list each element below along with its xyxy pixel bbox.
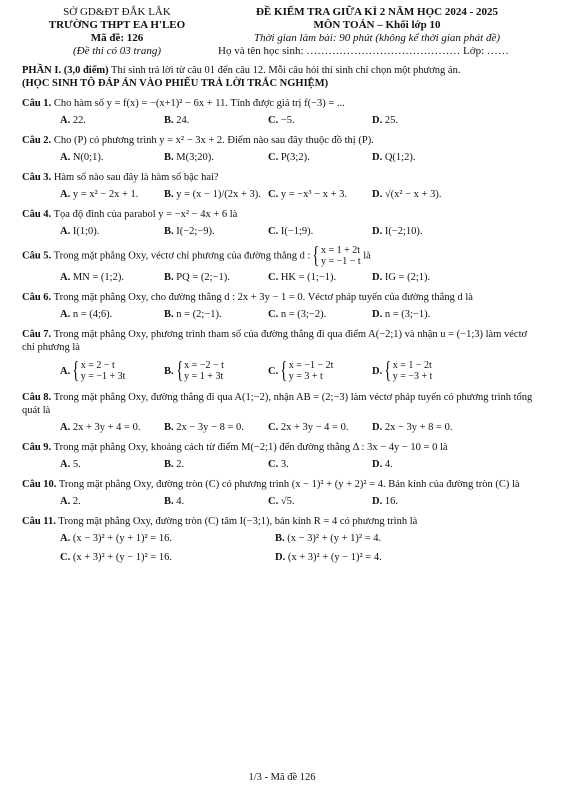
option-letter: D. bbox=[372, 115, 383, 126]
system-rows bbox=[184, 360, 224, 382]
question-text: Trong mặt phẳng Oxy, đường tròn (C) tâm I(−3;1), bán kính R = 4 có phương trình là bbox=[55, 516, 418, 527]
option-letter: A. bbox=[60, 496, 71, 507]
system-row: x = −1 − 2t bbox=[288, 360, 334, 371]
option-text: 25. bbox=[384, 115, 398, 126]
question-label: Câu 9. bbox=[22, 442, 52, 453]
option-text: y = −x³ − x + 3. bbox=[280, 189, 348, 200]
option-letter: A. bbox=[60, 459, 71, 470]
option-b[interactable] bbox=[164, 188, 268, 201]
system-row: x = 1 + 2t bbox=[320, 245, 360, 256]
question-label: Câu 7. bbox=[22, 329, 52, 340]
header-right bbox=[212, 6, 542, 58]
option-b[interactable] bbox=[164, 151, 268, 164]
option-text: 2x − 3y − 8 = 0. bbox=[176, 422, 244, 433]
option-letter: A. bbox=[60, 189, 71, 200]
option-letter: D. bbox=[372, 189, 383, 200]
question-8 bbox=[22, 391, 542, 434]
option-letter: C. bbox=[60, 552, 71, 563]
option-letter: A. bbox=[60, 365, 71, 377]
option-d[interactable] bbox=[372, 188, 492, 201]
option-c[interactable] bbox=[268, 225, 372, 238]
question-label: Câu 6. bbox=[22, 292, 52, 303]
question-stem bbox=[22, 208, 542, 221]
option-d[interactable] bbox=[372, 358, 492, 384]
option-text: (x − 3)² + (y + 1)² = 4. bbox=[287, 533, 382, 544]
line-system bbox=[310, 245, 360, 267]
option-letter: B. bbox=[164, 152, 174, 163]
option-text: n = (4;6). bbox=[72, 309, 113, 320]
question-1 bbox=[22, 97, 542, 127]
option-text: MN = (1;2). bbox=[72, 272, 124, 283]
option-letter: B. bbox=[164, 309, 174, 320]
option-c[interactable] bbox=[268, 308, 372, 321]
option-text: n = (3;−2). bbox=[280, 309, 327, 320]
question-label: Câu 8. bbox=[22, 392, 52, 403]
option-a[interactable] bbox=[60, 421, 164, 434]
question-text-end: là bbox=[360, 250, 371, 262]
option-d[interactable] bbox=[372, 225, 492, 238]
question-3 bbox=[22, 171, 542, 201]
option-letter: C. bbox=[268, 496, 279, 507]
option-system bbox=[174, 360, 224, 382]
option-letter: C. bbox=[268, 115, 279, 126]
option-a[interactable] bbox=[60, 225, 164, 238]
option-d[interactable] bbox=[275, 551, 490, 564]
options-row bbox=[22, 458, 542, 471]
option-c[interactable] bbox=[268, 114, 372, 127]
option-a[interactable] bbox=[60, 458, 164, 471]
system-row: y = 1 + 3t bbox=[184, 371, 224, 382]
option-c[interactable] bbox=[268, 188, 372, 201]
question-label: Câu 4. bbox=[22, 209, 52, 220]
option-b[interactable] bbox=[164, 271, 268, 284]
option-d[interactable] bbox=[372, 114, 492, 127]
option-letter: A. bbox=[60, 272, 71, 283]
question-5 bbox=[22, 245, 542, 284]
option-b[interactable] bbox=[164, 225, 268, 238]
question-text: Trong mặt phẳng Oxy, véctơ chỉ phương của đường thẳng d : bbox=[51, 250, 311, 262]
system-rows bbox=[321, 245, 361, 267]
options-row bbox=[22, 114, 542, 127]
option-letter: A. bbox=[60, 422, 71, 433]
option-letter: B. bbox=[164, 226, 174, 237]
question-9 bbox=[22, 441, 542, 471]
part-desc: Thí sinh trả lời từ câu 01 đến câu 12. Mỗi câu hỏi thí sinh chỉ chọn một phương án. bbox=[108, 65, 461, 76]
option-text: PQ = (2;−1). bbox=[176, 272, 230, 283]
option-letter: D. bbox=[372, 365, 383, 377]
option-c[interactable] bbox=[268, 495, 372, 508]
option-system bbox=[382, 360, 432, 382]
question-6 bbox=[22, 291, 542, 321]
question-text: Cho hàm số y = f(x) = −(x+1)² − 6x + 11. Tính được giá trị f(−3) = ... bbox=[51, 98, 345, 109]
question-text: Trong mặt phẳng Oxy, đường tròn (C) có phương trình (x − 1)² + (y + 2)² = 4. Bán kính của đường tròn (C) là bbox=[56, 479, 520, 490]
brace-symbol: { bbox=[175, 358, 183, 384]
option-letter: D. bbox=[372, 496, 383, 507]
option-text: (x − 3)² + (y + 1)² = 16. bbox=[72, 533, 172, 544]
option-letter: D. bbox=[372, 272, 383, 283]
option-letter: B. bbox=[164, 422, 174, 433]
options-row bbox=[22, 421, 542, 434]
option-a[interactable] bbox=[60, 358, 164, 384]
option-system bbox=[70, 360, 125, 382]
option-text: (x + 3)² + (y − 1)² = 16. bbox=[72, 552, 172, 563]
exam-code: Mã đề: 126 bbox=[90, 32, 144, 44]
option-text: 4. bbox=[176, 496, 185, 507]
option-b[interactable] bbox=[164, 308, 268, 321]
option-b[interactable] bbox=[164, 114, 268, 127]
option-text: 2. bbox=[72, 496, 81, 507]
option-d[interactable] bbox=[372, 308, 492, 321]
option-letter: C. bbox=[268, 272, 279, 283]
option-text: 2x + 3y − 4 = 0. bbox=[280, 422, 349, 433]
question-label: Câu 5. bbox=[22, 250, 52, 262]
option-c[interactable] bbox=[268, 458, 372, 471]
option-a[interactable] bbox=[60, 308, 164, 321]
option-text: y = x² − 2x + 1. bbox=[72, 189, 139, 200]
option-letter: C. bbox=[268, 459, 279, 470]
exam-subject: MÔN TOÁN – Khối lớp 10 bbox=[313, 19, 441, 31]
question-text: Hàm số nào sau đây là hàm số bậc hai? bbox=[51, 172, 219, 183]
question-stem bbox=[22, 171, 542, 184]
question-2 bbox=[22, 134, 542, 164]
question-text: Cho (P) có phương trình y = x² − 3x + 2. Điểm nào sau đây thuộc đồ thị (P). bbox=[51, 135, 374, 146]
option-letter: B. bbox=[164, 272, 174, 283]
option-letter: B. bbox=[275, 533, 285, 544]
question-label: Câu 1. bbox=[22, 98, 52, 109]
option-c[interactable] bbox=[268, 421, 372, 434]
option-text: 2x − 3y + 8 = 0. bbox=[384, 422, 453, 433]
question-10 bbox=[22, 478, 542, 508]
option-b[interactable] bbox=[164, 421, 268, 434]
question-label: Câu 11. bbox=[22, 516, 56, 527]
option-text: √(x² − x + 3). bbox=[384, 189, 442, 200]
option-text: 3. bbox=[280, 459, 289, 470]
question-11 bbox=[22, 515, 542, 564]
option-system bbox=[278, 360, 333, 382]
question-stem bbox=[22, 515, 542, 528]
question-text: Trong mặt phẳng Oxy, phương trình tham số của đường thẳng đi qua điểm A(−2;1) và nhận u = (−1;3) làm véctơ chỉ phương là bbox=[22, 329, 528, 353]
option-text: √5. bbox=[280, 496, 295, 507]
system-rows bbox=[393, 360, 433, 382]
option-b[interactable] bbox=[275, 532, 490, 545]
system-row: y = −1 − t bbox=[320, 256, 361, 267]
question-stem bbox=[22, 391, 542, 417]
option-b[interactable] bbox=[164, 495, 268, 508]
option-text: IG = (2;1). bbox=[384, 272, 431, 283]
option-letter: A. bbox=[60, 152, 71, 163]
option-letter: D. bbox=[372, 152, 383, 163]
question-label: Câu 10. bbox=[22, 479, 57, 490]
option-a[interactable] bbox=[60, 114, 164, 127]
question-stem bbox=[22, 328, 542, 354]
question-4 bbox=[22, 208, 542, 238]
option-letter: A. bbox=[60, 226, 71, 237]
option-a[interactable] bbox=[60, 188, 164, 201]
option-b[interactable] bbox=[164, 458, 268, 471]
option-b[interactable] bbox=[164, 358, 268, 384]
part-note: (HỌC SINH TÔ ĐÁP ÁN VÀO PHIẾU TRẢ LỜI TRẮC NGHIỆM) bbox=[22, 78, 329, 89]
question-stem bbox=[22, 245, 542, 267]
question-stem bbox=[22, 441, 542, 454]
option-text: I(1;0). bbox=[72, 226, 100, 237]
system-row: x = 1 − 2t bbox=[392, 360, 432, 371]
option-text: 16. bbox=[384, 496, 398, 507]
option-text: 2x + 3y + 4 = 0. bbox=[72, 422, 141, 433]
student-line: Họ và tên học sinh: …………………………………… Lớp: …… bbox=[218, 45, 509, 57]
header-left bbox=[22, 6, 212, 58]
option-d[interactable] bbox=[372, 151, 492, 164]
options-row bbox=[22, 308, 542, 321]
brace-symbol: { bbox=[384, 358, 392, 384]
option-letter: D. bbox=[372, 226, 383, 237]
option-d[interactable] bbox=[372, 495, 492, 508]
option-letter: B. bbox=[164, 496, 174, 507]
options-row bbox=[22, 358, 542, 384]
option-text: −5. bbox=[280, 115, 295, 126]
option-text: M(3;20). bbox=[176, 152, 214, 163]
system-row: y = −3 + t bbox=[392, 371, 433, 382]
brace-symbol: { bbox=[280, 358, 288, 384]
options-row bbox=[22, 271, 542, 284]
option-a[interactable] bbox=[60, 271, 164, 284]
option-a[interactable] bbox=[60, 151, 164, 164]
option-d[interactable] bbox=[372, 421, 492, 434]
option-letter: C. bbox=[268, 189, 279, 200]
option-c[interactable] bbox=[268, 358, 372, 384]
option-letter: B. bbox=[164, 459, 174, 470]
options-row bbox=[22, 532, 542, 564]
question-text: Tọa độ đỉnh của parabol y = −x² − 4x + 6 là bbox=[51, 209, 238, 220]
options-row bbox=[22, 188, 542, 201]
question-text: Trong mặt phẳng Oxy, đường thẳng đi qua A(1;−2), nhận AB = (2;−3) làm véctơ pháp tuyến có phương trình tổng quát là bbox=[22, 392, 533, 416]
option-letter: D. bbox=[372, 459, 383, 470]
option-letter: B. bbox=[164, 365, 174, 377]
option-letter: B. bbox=[164, 115, 174, 126]
option-text: 22. bbox=[72, 115, 86, 126]
option-text: y = (x − 1)/(2x + 3). bbox=[176, 189, 261, 200]
option-c[interactable] bbox=[60, 551, 275, 564]
question-list bbox=[22, 97, 542, 564]
option-letter: D. bbox=[275, 552, 286, 563]
option-a[interactable] bbox=[60, 532, 275, 545]
system-row: x = −2 − t bbox=[184, 360, 224, 371]
part-one bbox=[22, 64, 542, 90]
exam-time: Thời gian làm bài: 90 phút (không kể thời gian phát đề) bbox=[253, 32, 501, 44]
option-d[interactable] bbox=[372, 458, 492, 471]
exam-title: ĐỀ KIỂM TRA GIỮA KÌ 2 NĂM HỌC 2024 - 2025 bbox=[255, 6, 498, 18]
option-text: 2. bbox=[176, 459, 185, 470]
option-text: P(3;2). bbox=[280, 152, 310, 163]
exam-header bbox=[22, 6, 542, 58]
system-row: x = 2 − t bbox=[80, 360, 115, 371]
option-letter: D. bbox=[372, 309, 383, 320]
part-title: PHẦN I. (3,0 điểm) bbox=[22, 65, 109, 76]
question-stem bbox=[22, 478, 542, 491]
question-text: Trong mặt phẳng Oxy, khoảng cách từ điểm M(−2;1) đến đường thẳng Δ : 3x − 4y − 10 = 0 là bbox=[51, 442, 448, 453]
option-letter: C. bbox=[268, 365, 279, 377]
option-text: HK = (1;−1). bbox=[280, 272, 337, 283]
option-letter: B. bbox=[164, 189, 174, 200]
option-letter: A. bbox=[60, 309, 71, 320]
option-a[interactable] bbox=[60, 495, 164, 508]
options-row bbox=[22, 225, 542, 238]
option-letter: C. bbox=[268, 152, 279, 163]
question-stem bbox=[22, 291, 542, 304]
options-row bbox=[22, 495, 542, 508]
option-text: n = (2;−1). bbox=[176, 309, 222, 320]
option-text: (x + 3)² + (y − 1)² = 4. bbox=[287, 552, 382, 563]
system-row: y = 3 + t bbox=[288, 371, 323, 382]
option-c[interactable] bbox=[268, 151, 372, 164]
option-letter: A. bbox=[60, 533, 71, 544]
option-text: I(−2;10). bbox=[384, 226, 423, 237]
option-text: 24. bbox=[176, 115, 190, 126]
option-letter: C. bbox=[268, 422, 279, 433]
system-rows bbox=[81, 360, 126, 382]
system-row: y = −1 + 3t bbox=[80, 371, 126, 382]
option-text: I(−1;9). bbox=[280, 226, 314, 237]
question-stem bbox=[22, 134, 542, 147]
option-letter: D. bbox=[372, 422, 383, 433]
options-row bbox=[22, 151, 542, 164]
question-text: Trong mặt phẳng Oxy, cho đường thẳng d : 2x + 3y − 1 = 0. Véctơ pháp tuyến của đường thẳng d là bbox=[51, 292, 473, 303]
page-footer: 1/3 - Mã đề 126 bbox=[248, 772, 316, 783]
option-c[interactable] bbox=[268, 271, 372, 284]
question-stem bbox=[22, 97, 542, 110]
question-7 bbox=[22, 328, 542, 384]
question-label: Câu 3. bbox=[22, 172, 52, 183]
brace-symbol: { bbox=[72, 358, 80, 384]
option-letter: C. bbox=[268, 226, 279, 237]
option-text: I(−2;−9). bbox=[176, 226, 215, 237]
option-text: 4. bbox=[384, 459, 393, 470]
option-text: n = (3;−1). bbox=[384, 309, 431, 320]
option-text: Q(1;2). bbox=[384, 152, 416, 163]
option-letter: C. bbox=[268, 309, 279, 320]
option-text: N(0;1). bbox=[72, 152, 104, 163]
question-label: Câu 2. bbox=[22, 135, 52, 146]
option-d[interactable] bbox=[372, 271, 492, 284]
school-name: TRƯỜNG THPT EA H'LEO bbox=[48, 19, 186, 31]
system-rows bbox=[289, 360, 334, 382]
department: SỞ GD&ĐT ĐẮK LẮK bbox=[63, 6, 171, 18]
option-letter: A. bbox=[60, 115, 71, 126]
page-count: (Đề thi có 03 trang) bbox=[73, 45, 161, 57]
brace-symbol: { bbox=[312, 243, 320, 269]
option-text: 5. bbox=[72, 459, 81, 470]
